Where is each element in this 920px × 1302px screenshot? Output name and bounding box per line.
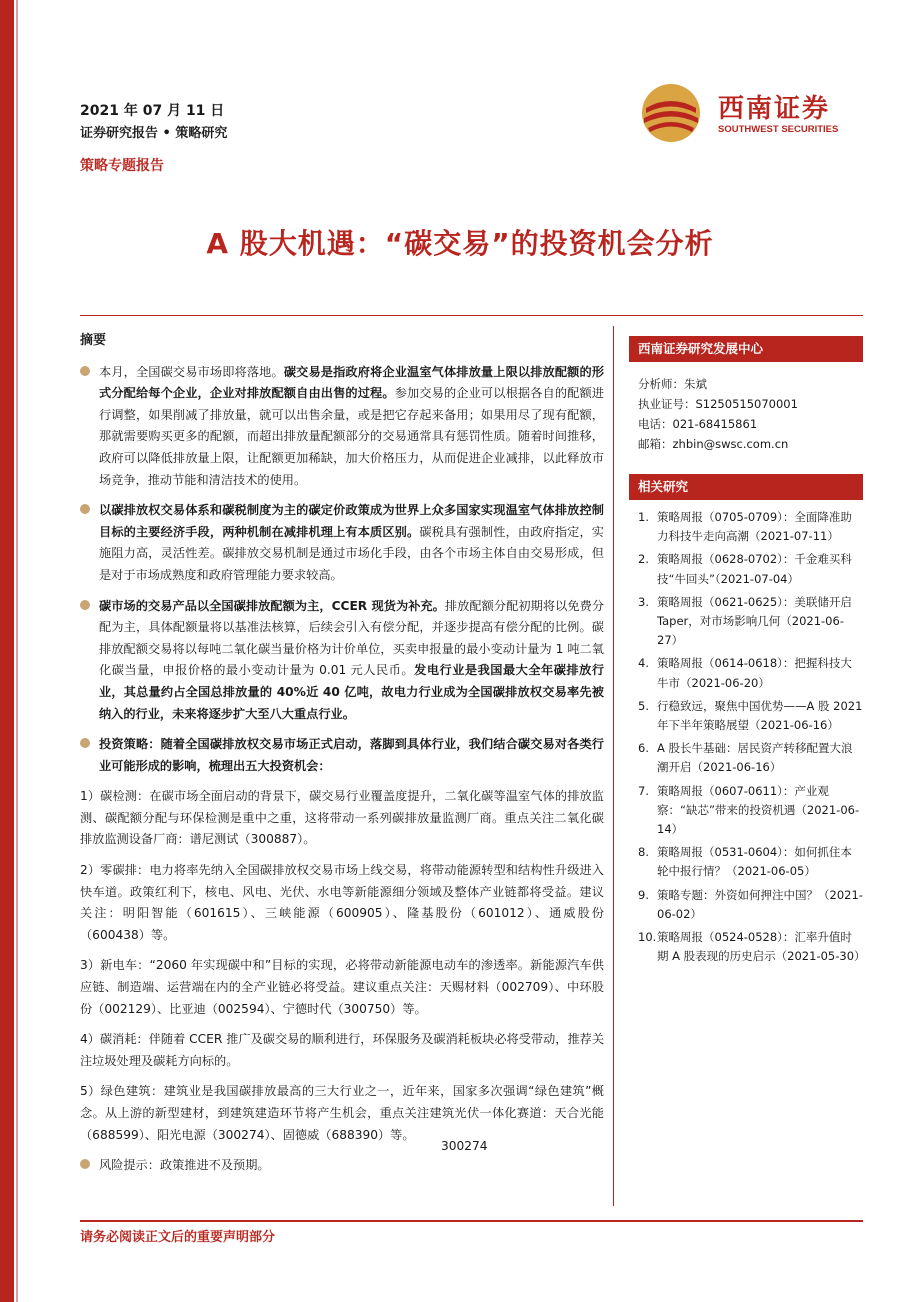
related-research-header: 相关研究 bbox=[629, 474, 863, 500]
analyst-name: 分析师：朱斌 bbox=[638, 377, 707, 391]
footer-disclaimer[interactable]: 请务必阅读正文后的重要声明部分 bbox=[80, 1230, 276, 1245]
related-item-text: 策略周报（0607-0611）：产业观察：“缺芯”带来的投资机遇（2021-06-14） bbox=[657, 783, 860, 837]
bullet-text: 风险提示：政策推进不及预期。 bbox=[99, 1158, 270, 1173]
related-research-list bbox=[629, 500, 866, 966]
bullet-dot-icon bbox=[80, 504, 90, 514]
research-center-header: 西南证券研究发展中心 bbox=[629, 336, 863, 362]
analyst-license: 执业证号：S1250515070001 bbox=[638, 397, 798, 411]
strategy-item: 4）碳消耗：伴随着 CCER 推广及碳交易的顺利进行，环保服务及碳消耗板块必将受带动，推荐关注垃圾处理及碳耗方向标的。 bbox=[80, 1032, 605, 1068]
abstract-bullet bbox=[80, 734, 604, 777]
related-item-text: 策略周报（0705-0709）：全面降准助力科技牛走向高潮（2021-07-11） bbox=[657, 510, 852, 544]
related-research-item[interactable] bbox=[638, 739, 863, 777]
related-item-text: 策略周报（0531-0604）：如何抓住本轮中报行情？（2021-06-05） bbox=[657, 845, 852, 879]
bullet-text-bold: 碳交易是指政府将企业温室气体排放量上限以排放配额的形式分配给每个企业，企业对排放配额自由出售的过程。 bbox=[99, 364, 605, 401]
related-research-item[interactable] bbox=[638, 593, 863, 651]
related-item-text: 策略周报（0628-0702）：千金难买科技“牛回头”（2021-07-04） bbox=[657, 552, 852, 586]
related-item-number: 4. bbox=[638, 656, 649, 671]
left-accent-line bbox=[16, 0, 18, 1302]
bullet-text-bold: 以碳排放权交易体系和碳税制度为主的碳定价政策成为世界上众多国家实现温室气体排放控制目标的主要经济手段，两种机制在减排机理上有本质区别。 bbox=[99, 503, 604, 539]
abstract-bullet bbox=[80, 1155, 604, 1177]
strategy-item: 5）绿色建筑：建筑业是我国碳排放最高的三大行业之一，近年来，国家多次强调“绿色建筑”概念。从上游的新型建材，到建筑建造环节将产生机会，重点关注建筑光伏一体化赛道：天合光能（688599）、阳光电源（300274）、固德威（688390）等。 bbox=[80, 1084, 604, 1142]
footer-divider bbox=[80, 1220, 863, 1222]
related-item-text: 策略周报（0614-0618）：把握科技大牛市（2021-06-20） bbox=[657, 656, 852, 690]
sidebar bbox=[629, 336, 866, 970]
related-research-item[interactable] bbox=[638, 886, 863, 924]
abstract-section bbox=[80, 330, 604, 1186]
bullet-dot-icon bbox=[80, 738, 90, 748]
bullet-text: 本月，全国碳交易市场即将落地。 bbox=[99, 364, 284, 379]
related-item-number: 3. bbox=[638, 594, 649, 609]
related-research-item[interactable] bbox=[638, 508, 863, 546]
logo-name-en: SOUTHWEST SECURITIES bbox=[718, 124, 839, 135]
logo-name-cn: 西南证券 bbox=[718, 94, 831, 124]
overlay-stock-code: 300274 bbox=[441, 1139, 488, 1153]
related-item-number: 5. bbox=[638, 698, 649, 713]
related-item-number: 2. bbox=[638, 552, 649, 567]
abstract-bullet bbox=[80, 596, 604, 726]
related-item-text: A 股长牛基础：居民资产转移配置大浪潮开启（2021-06-16） bbox=[657, 741, 853, 775]
logo-emblem-icon bbox=[640, 82, 702, 144]
related-item-number: 9. bbox=[638, 887, 649, 902]
bullet-text: 参加交易的企业可以根据各自的配额进行调整，如果削减了排放量，就可以出售余量，或是把它存起来备用；如果用尽了现有配额，那就需要购买更多的配额，而超出排放量配额部分的交易通常具有惩罚性质。随着时间推移，政府可以降低排放量上限，让配额更加稀缺，加大价格压力，从而促进企业减排，以此释放市场竞争，推动节能和清洁技术的使用。 bbox=[99, 386, 604, 487]
related-research-item[interactable] bbox=[638, 697, 863, 735]
related-item-number: 1. bbox=[638, 510, 649, 524]
related-item-text: 行稳致远，聚焦中国优势——A 股 2021 年下半年策略展望（2021-06-16） bbox=[657, 698, 863, 733]
bullet-text-bold: 发电行业是我国最大全年碳排放行业，其总量约占全国总排放量的 40%近 40 亿吨，故电力行业成为全国碳排放权交易率先被纳入的行业，未来将逐步扩大至八大重点行业。 bbox=[99, 663, 605, 721]
related-item-number: 10. bbox=[638, 930, 657, 945]
abstract-bullet bbox=[80, 500, 604, 586]
bullet-text-bold: 投资策略：随着全国碳排放权交易市场正式启动，落脚到具体行业，我们结合碳交易对各类行业可能形成的影响，梳理出五大投资机会： bbox=[99, 737, 604, 773]
related-item-text: 策略周报（0524-0528）：汇率升值时期 A 股表现的历史启示（2021-05-30） bbox=[657, 930, 866, 964]
bullet-dot-icon bbox=[80, 600, 90, 610]
analyst-phone: 电话：021-68415861 bbox=[638, 417, 758, 431]
related-research-item[interactable] bbox=[638, 782, 863, 840]
company-logo bbox=[640, 82, 860, 142]
strategy-item: 1）碳检测：在碳市场全面启动的背景下，碳交易行业覆盖度提升，二氧化碳等温室气体的排放监测、碳配额分配与环保检测是重中之重，这将带动一系列碳排放量监测厂商。重点关注二氧化碳排放监测设备厂商：谱尼测试（300887）。 bbox=[80, 789, 604, 847]
related-research-item[interactable] bbox=[638, 843, 863, 881]
related-item-number: 8. bbox=[638, 845, 649, 860]
report-type: 证券研究报告 • 策略研究 bbox=[80, 126, 228, 141]
related-research-item[interactable] bbox=[638, 550, 863, 588]
title-divider bbox=[80, 315, 863, 316]
strategy-item: 2）零碳排：电力将率先纳入全国碳排放权交易市场上线交易，将带动能源转型和结构性升级进入快车道。政策红利下，核电、风电、光伏、水电等新能源细分领域及整体产业链都将受益。建议关注：明阳智能（601615）、三峡能源（600905）、隆基股份（601012）、通威股份（600438）等。 bbox=[80, 863, 604, 942]
related-item-number: 7. bbox=[638, 783, 649, 798]
bullet-text: 排放配额分配初期将以免费分配为主，具体配额量将以基准法核算，后续会引入有偿分配，并逐步提高有偿分配的比例。碳排放配额交易将以每吨二氧化碳当量价格为计价单位，买卖申报量的最小变动计量为 1 吨二氧化碳当量，申报价格的最小变动计量为 0.01 元人民币。 bbox=[99, 598, 605, 678]
report-title: A 股大机遇：“碳交易”的投资机会分析 bbox=[206, 227, 714, 260]
bullet-dot-icon bbox=[80, 366, 90, 376]
bullet-text: 碳税具有强制性，由政府指定，实施阻力高，灵活性差。碳排放交易机制是通过市场化手段，由各个市场主体自由交易形成，但是对于市场成熟度和政府管理能力要求较高。 bbox=[99, 524, 604, 582]
report-date: 2021 年 07 月 11 日 bbox=[80, 103, 225, 119]
column-divider bbox=[613, 326, 614, 1206]
report-category: 策略专题报告 bbox=[80, 158, 164, 174]
bullet-dot-icon bbox=[80, 1159, 90, 1169]
left-accent-bar bbox=[0, 0, 14, 1302]
bullet-text-bold: 碳市场的交易产品以全国碳排放配额为主，CCER 现货为补充。 bbox=[99, 598, 445, 613]
analyst-email[interactable]: 邮箱：zhbin@swsc.com.cn bbox=[638, 437, 789, 451]
related-item-number: 6. bbox=[638, 741, 649, 756]
abstract-bullet bbox=[80, 362, 604, 492]
related-item-text: 策略周报（0621-0625）：美联储开启 Taper，对市场影响几何（2021-06-27） bbox=[657, 594, 852, 648]
related-item-text: 策略专题：外资如何押注中国？（2021-06-02） bbox=[657, 887, 863, 921]
related-research-item[interactable] bbox=[638, 928, 866, 966]
abstract-heading: 摘要 bbox=[80, 333, 107, 348]
related-research-item[interactable] bbox=[638, 654, 863, 692]
analyst-info bbox=[629, 362, 863, 460]
strategy-item: 3）新电车：“2060 年实现碳中和”目标的实现，必将带动新能源电动车的渗透率。新能源汽车供应链、制造端、运营端在内的全产业链必将受益。建议重点关注：天赐材料（002709）、中环股份（002129）、比亚迪（002594）、宁德时代（300750）等。 bbox=[80, 958, 604, 1016]
